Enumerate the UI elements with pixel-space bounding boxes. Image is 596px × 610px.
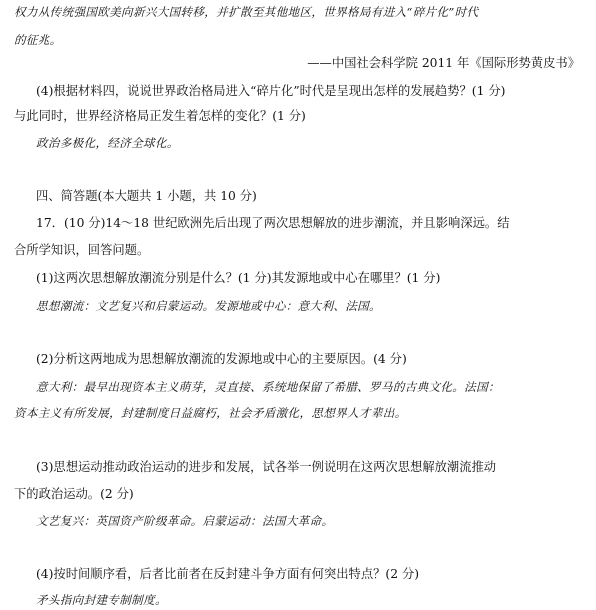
question-17-part-3-line-2: 下的政治运动。(2 分) [14,487,134,501]
question-17-part-2: (2)分析这两地成为思想解放潮流的发源地或中心的主要原因。(4 分) [36,352,407,366]
question-4-answer: 政治多极化，经济全球化。 [36,136,179,150]
question-17-part-4: (4)按时间顺序看，后者比前者在反封建斗争方面有何突出特点？(2 分) [36,567,420,581]
question-4-line-1: (4)根据材料四，说说世界政治格局进入“碎片化”时代是呈现出怎样的发展趋势？(1 分) [36,84,506,98]
question-17-part-3-answer: 文艺复兴：英国资产阶级革命。启蒙运动：法国大革命。 [36,514,334,528]
question-17-part-2-answer-line-2: 资本主义有所发展，封建制度日益腐朽，社会矛盾激化，思想界人才辈出。 [14,406,407,420]
question-4-line-2: 与此同时，世界经济格局正发生着怎样的变化？(1 分) [14,109,306,123]
question-17-line-1: 17．(10 分)14～18 世纪欧洲先后出现了两次思想解放的进步潮流，并且影响深远。结 [36,216,510,230]
section-four-heading: 四、简答题(本大题共 1 小题，共 10 分) [36,189,257,203]
question-17-part-3-line-1: (3)思想运动推动政治运动的进步和发展，试各举一例说明在这两次思想解放潮流推动 [36,460,497,474]
question-17-line-2: 合所学知识，回答问题。 [14,243,150,257]
question-17-part-1-answer: 思想潮流：文艺复兴和启蒙运动。发源地或中心：意大利、法国。 [36,299,381,313]
passage-tail-line-2: 的征兆。 [14,33,62,47]
question-17-part-1: (1)这两次思想解放潮流分别是什么？(1 分)其发源地或中心在哪里？(1 分) [36,271,441,285]
source-citation: ——中国社会科学院 2011 年《国际形势黄皮书》 [307,56,580,70]
question-17-part-2-answer-line-1: 意大利：最早出现资本主义萌芽，灵直接、系统地保留了希腊、罗马的古典文化。法国： [36,380,500,394]
question-17-part-4-answer: 矛头指向封建专制制度。 [36,593,167,607]
passage-tail-line-1: 权力从传统强国欧美向新兴大国转移，并扩散至其他地区，世界格局有进入“碎片化”时代 [14,5,479,19]
